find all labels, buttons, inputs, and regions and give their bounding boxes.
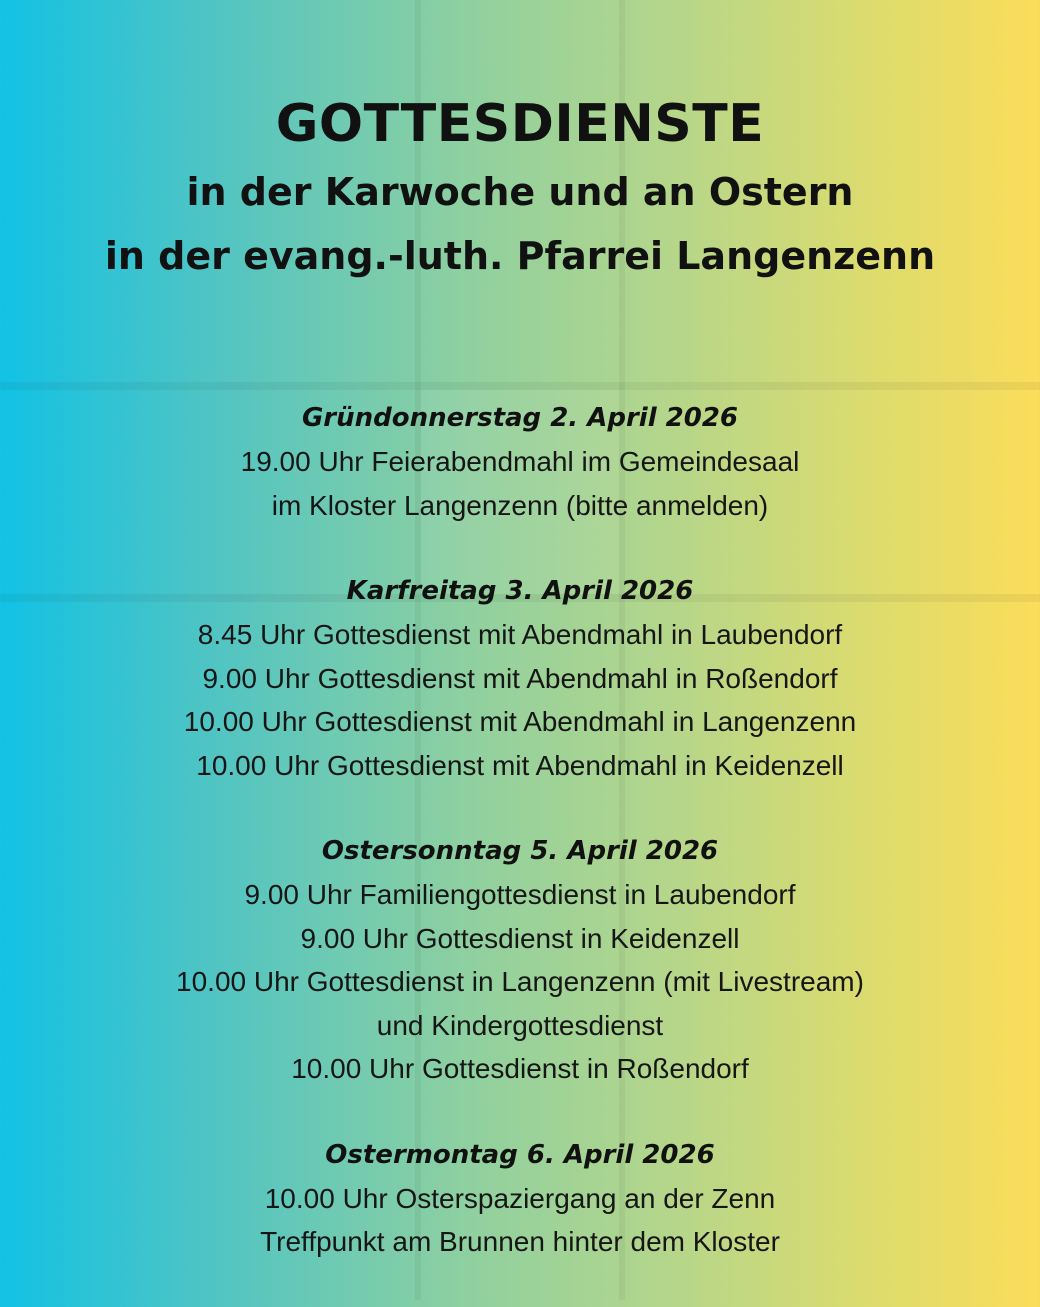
service-entry: 10.00 Uhr Gottesdienst in Roßendorf: [291, 1053, 749, 1084]
service-schedule: [0, 397, 1040, 1307]
section-title: Ostermontag 6. April 2026: [325, 1139, 715, 1170]
service-entry: 9.00 Uhr Gottesdienst mit Abendmahl in Roßendorf: [202, 662, 838, 694]
section-title: Ostersonntag 5. April 2026: [321, 836, 719, 866]
section-title: Gründonnerstag 2. April 2026: [301, 403, 739, 433]
service-entry: Treffpunkt am Brunnen hinter dem Kloster: [260, 1226, 780, 1257]
header: [0, 92, 1040, 288]
service-entry: 19.00 Uhr Feierabendmahl im Gemeindesaal: [240, 446, 800, 477]
service-entry: und Kindergottesdienst: [376, 1009, 664, 1041]
service-entry: im Kloster Langenzenn (bitte anmelden): [271, 489, 769, 521]
page-title: GOTTESDIENSTE: [275, 94, 765, 154]
subtitle-line-2: in der evang.-luth. Pfarrei Langenzenn: [104, 234, 936, 278]
service-entry: 9.00 Uhr Familiengottesdienst in Laubendorf: [244, 879, 796, 910]
section-gruendonnerstag: [0, 397, 1040, 527]
section-ostermontag: [0, 1134, 1040, 1264]
service-entry: 10.00 Uhr Gottesdienst in Langenzenn (mit Livestream): [176, 966, 864, 997]
section-karfreitag: [0, 570, 1040, 787]
service-entry: 10.00 Uhr Osterspaziergang an der Zenn: [264, 1182, 776, 1214]
service-entry: 10.00 Uhr Gottesdienst mit Abendmahl in Keidenzell: [196, 749, 844, 781]
service-entry: 10.00 Uhr Gottesdienst mit Abendmahl in Langenzenn: [183, 706, 857, 737]
service-entry: 9.00 Uhr Gottesdienst in Keidenzell: [300, 922, 740, 954]
section-title: Karfreitag 3. April 2026: [346, 576, 694, 606]
service-entry: 8.45 Uhr Gottesdienst mit Abendmahl in Laubendorf: [197, 619, 843, 650]
section-ostersonntag: [0, 830, 1040, 1091]
subtitle-line-1: in der Karwoche und an Ostern: [186, 170, 854, 214]
